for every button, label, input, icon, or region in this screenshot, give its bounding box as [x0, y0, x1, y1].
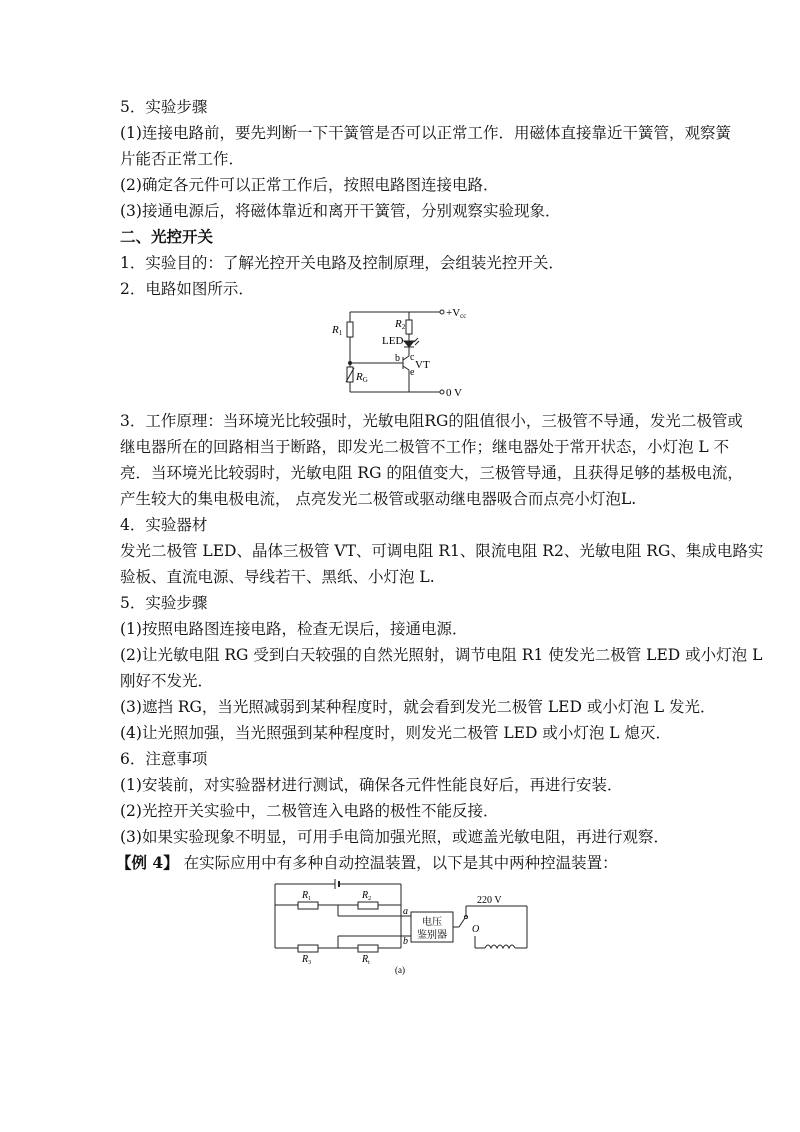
p2-item5-title: 5．实验步骤: [120, 594, 208, 612]
mains-voltage-label: 220 V: [477, 895, 502, 906]
p2-note1: (1)安装前，对实验器材进行测试，确保各元件性能良好后，再进行安装．: [120, 776, 623, 794]
discriminator-label-line1: 电压: [422, 917, 442, 928]
temperature-control-circuit-diagram: [265, 876, 535, 978]
svg-text:Rt: [361, 954, 370, 966]
r2-label: R: [395, 318, 402, 330]
p2-step2-line1: (2)让光敏电阻 RG 受到白天较强的自然光照射，调节电阻 R1 使发光二极管 LED 或小灯泡 L: [120, 646, 763, 664]
r3-subscript: 3: [308, 960, 312, 966]
ground-label: 0 V: [446, 387, 462, 399]
part2-heading: 二、光控开关: [120, 227, 214, 246]
r1-label: R: [332, 324, 339, 336]
p2-step1: (1)按照电路图连接电路，检查无误后，接通电源．: [120, 620, 468, 638]
svg-text:R3: [301, 954, 311, 966]
heater-coil: [485, 945, 515, 948]
p2-item2: 2．电路如图所示．: [120, 280, 254, 298]
vcc-subscript: cc: [460, 312, 467, 320]
r1-label: R: [302, 890, 309, 901]
svg-text:RG: [355, 371, 368, 384]
r2-resistor: [358, 902, 378, 909]
base-label: b: [395, 353, 400, 364]
svg-text:+Vcc: [446, 307, 466, 320]
s5-step2: (2)确定各元件可以正常工作后，按照电路图连接电路．: [120, 176, 499, 194]
node-a-label: a: [403, 906, 408, 917]
p2-item3-line1: 3．工作原理：当环境光比较强时，光敏电阻RG的阻值很小，三极管不导通，发光二极管或: [120, 412, 743, 430]
r3-resistor: [298, 945, 318, 952]
r2-subscript: 2: [401, 323, 406, 331]
p2-step3: (3)遮挡 RG，当光照减弱到某种程度时，就会看到发光二极管 LED 或小灯泡 L 发光．: [120, 698, 716, 716]
r2-subscript: 2: [368, 896, 372, 902]
r1-subscript: 1: [338, 329, 343, 337]
svg-text:R2: [361, 890, 371, 902]
emitter-label: e: [410, 367, 415, 378]
svg-text:R1: [301, 890, 311, 902]
p2-item4-line2: 验板、直流电源、导线若干、黑纸、小灯泡 L.: [120, 568, 435, 586]
led-diode-icon: [404, 341, 414, 347]
s5-step1-line1: (1)连接电路前，要先判断一下干簧管是否可以正常工作．用磁体直接靠近干簧管，观察簧: [120, 124, 731, 142]
p2-item3-line2: 继电器所在的回路相当于断路，即发光二极管不工作；继电器处于常开状态，小灯泡 L 不: [120, 438, 730, 456]
rt-thermistor: [358, 945, 378, 952]
rt-subscript: t: [368, 960, 370, 966]
p2-step4: (4)让光照加强，当光照强到某种程度时，则发光二极管 LED 或小灯泡 L 熄灭．: [120, 724, 671, 742]
figure-caption: (a): [395, 965, 405, 975]
example4-line: [116, 853, 618, 873]
p2-item3-line3: 亮．当环境光比较弱时，光敏电阻 RG 的阻值变大，三极管导通，且获得足够的基极电流，: [120, 464, 743, 482]
discriminator-label-line2: 鉴别器: [417, 930, 447, 941]
r2-label: R: [362, 890, 369, 901]
s5-step1-line2: 片能否正常工作．: [120, 150, 245, 168]
p2-note2: (2)光控开关实验中，二极管连入电路的极性不能反接．: [120, 802, 499, 820]
p2-item4-title: 4．实验器材: [120, 516, 208, 534]
example4-label: 【例 4】: [116, 853, 179, 872]
r1-subscript: 1: [308, 896, 312, 902]
p2-note3: (3)如果实验现象不明显，可用手电筒加强光照，或遮盖光敏电阻，再进行观察．: [120, 828, 669, 846]
svg-text:R1: [331, 324, 343, 337]
p2-item3-line4: 产生较大的集电极电流， 点亮发光二极管或驱动继电器吸合而点亮小灯泡L.: [120, 490, 637, 508]
r2-resistor: [406, 320, 412, 334]
example4-text: 在实际应用中有多种自动控温装置，以下是其中两种控温装置：: [183, 854, 618, 872]
collector-label: c: [410, 352, 415, 363]
r1-resistor: [347, 322, 353, 337]
p2-step2-line2: 刚好不发光．: [120, 672, 214, 690]
p2-item1: 1．实验目的：了解光控开关电路及控制原理，会组装光控开关．: [120, 254, 564, 272]
s5-step3: (3)接通电源后，将磁体靠近和离开干簧管，分别观察实验现象．: [120, 202, 561, 220]
p2-item4-line1: 发光二极管 LED、晶体三极管 VT、可调电阻 R1、限流电阻 R2、光敏电阻 RG、集成电路实: [120, 542, 764, 560]
rg-label: R: [356, 371, 363, 383]
rt-label: R: [362, 954, 369, 965]
transistor-label: VT: [415, 359, 430, 371]
svg-text:R2: [394, 318, 406, 331]
node-b-label: b: [403, 936, 408, 947]
section-5-title: 5．实验步骤: [120, 98, 208, 116]
r3-label: R: [302, 954, 309, 965]
switch-pivot-label: O: [472, 924, 480, 935]
rg-subscript: G: [362, 376, 368, 384]
vcc-label: +V: [446, 307, 461, 319]
light-control-circuit-diagram: [330, 300, 480, 402]
r1-resistor: [298, 902, 318, 909]
led-label: LED: [382, 335, 404, 347]
p2-item6-title: 6．注意事项: [120, 750, 208, 768]
